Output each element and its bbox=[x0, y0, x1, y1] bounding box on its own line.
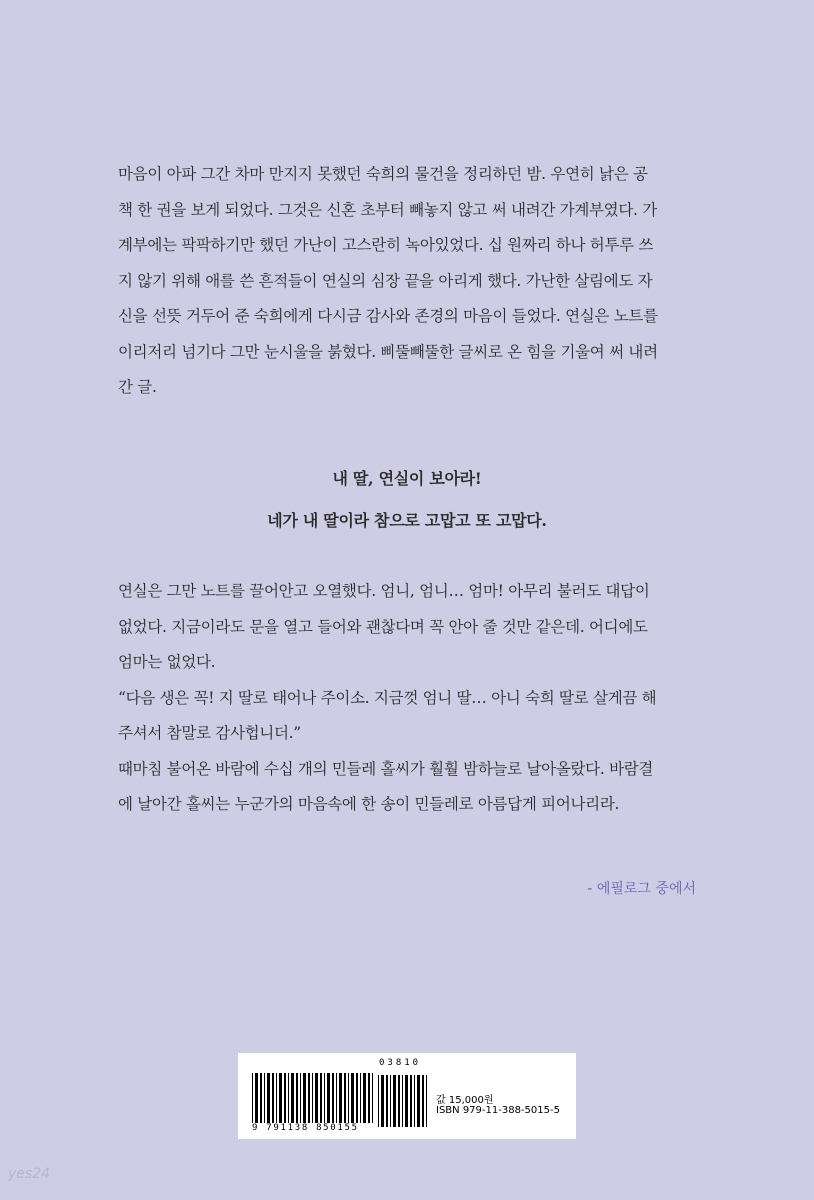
barcode-bar bbox=[272, 1073, 274, 1123]
barcode-bar bbox=[363, 1073, 366, 1123]
letter-quote-line-1: 내 딸, 연실이 보아라! bbox=[332, 469, 482, 488]
body-paragraph-2 bbox=[118, 574, 700, 823]
barcode-bar bbox=[414, 1075, 415, 1127]
price-label: 값 15,000원 bbox=[436, 1095, 494, 1106]
text-line: 주셔서 참말로 감사헙니더.” bbox=[118, 724, 301, 742]
isbn-label: ISBN 979-11-388-5015-5 bbox=[436, 1105, 560, 1116]
barcode-bar bbox=[348, 1073, 349, 1123]
barcode-bar bbox=[260, 1073, 262, 1123]
barcode-bar bbox=[315, 1073, 318, 1123]
barcode-bar bbox=[426, 1075, 427, 1127]
text-line: 계부에는 팍팍하기만 했던 가난이 고스란히 녹아있었다. 십 원짜리 하나 허투루 쓰 bbox=[118, 236, 654, 254]
text-line: 없었다. 지금이라도 문을 열고 들어와 괜찮다며 꼭 안아 줄 것만 같은데. 어디에도 bbox=[118, 617, 648, 636]
barcode-panel bbox=[238, 1053, 576, 1139]
text-line: 에 날아간 홀씨는 누군가의 마음속에 한 송이 민들레로 아름답게 피어나리라. bbox=[118, 795, 620, 813]
barcode-bar bbox=[344, 1073, 346, 1123]
barcode-bar bbox=[372, 1073, 373, 1123]
barcode-bar bbox=[378, 1075, 379, 1127]
barcode-bar bbox=[303, 1073, 306, 1123]
barcode-bar bbox=[381, 1075, 384, 1127]
text-line: 연실은 그만 노트를 끌어안고 오열했다. 엄니, 엄니… 엄마! 아무리 불러도 대답이 bbox=[118, 582, 650, 600]
addon-barcode bbox=[378, 1075, 430, 1127]
text-line: 마음이 아파 그간 차마 만지지 못했던 숙희의 물건을 정리하던 밤. 우연히 낡은 공 bbox=[118, 165, 648, 183]
barcode-bar bbox=[422, 1075, 424, 1127]
text-line: 엄마는 없었다. bbox=[118, 653, 216, 671]
addon-digits: 03810 bbox=[379, 1058, 422, 1068]
barcode-bar bbox=[279, 1073, 282, 1123]
barcode-bar bbox=[351, 1073, 354, 1123]
barcode-bar bbox=[267, 1073, 270, 1123]
barcode-bar bbox=[291, 1073, 294, 1123]
barcode-bar bbox=[386, 1075, 388, 1127]
barcode-bar bbox=[312, 1073, 313, 1123]
source-attribution: - 에필로그 중에서 bbox=[587, 881, 696, 897]
barcode-bar bbox=[327, 1073, 330, 1123]
barcode-bar bbox=[324, 1073, 325, 1123]
barcode-bar bbox=[410, 1075, 412, 1127]
text-line: 간 글. bbox=[118, 378, 157, 396]
barcode-bar bbox=[255, 1073, 258, 1123]
barcode-bar bbox=[417, 1075, 420, 1127]
barcode-bar bbox=[336, 1073, 337, 1123]
text-line: 이리저리 넘기다 그만 눈시울을 붉혔다. 삐뚤빼뚤한 글씨로 온 힘을 기울여 써 내려 bbox=[118, 342, 658, 361]
letter-quote-line-2: 네가 내 딸이라 참으로 고맙고 또 고맙다. bbox=[267, 511, 547, 530]
barcode-bar bbox=[320, 1073, 322, 1123]
barcode-bar bbox=[308, 1073, 310, 1123]
text-line: 신을 선뜻 거두어 준 숙희에게 다시금 감사와 존경의 마음이 들었다. 연실은 노트를 bbox=[118, 307, 658, 325]
barcode-bar bbox=[332, 1073, 334, 1123]
barcode-bar bbox=[264, 1073, 265, 1123]
barcode-bar bbox=[390, 1075, 391, 1127]
barcode-bar bbox=[402, 1075, 403, 1127]
barcode-bar bbox=[300, 1073, 301, 1123]
barcode-bar bbox=[360, 1073, 361, 1123]
barcode-bar bbox=[393, 1075, 396, 1127]
text-line: 때마침 불어온 바람에 수십 개의 민들레 홀씨가 훨훨 밤하늘로 날아올랐다. 바람결 bbox=[118, 759, 654, 778]
barcode-bar bbox=[284, 1073, 286, 1123]
text-line: “다음 생은 꼭! 지 딸로 태어나 주이소. 지금껏 엄니 딸… 아니 숙희 딸로 살게끔 해 bbox=[118, 688, 657, 707]
barcode-bar bbox=[368, 1073, 370, 1123]
isbn-barcode bbox=[252, 1073, 376, 1123]
barcode-bar bbox=[339, 1073, 342, 1123]
barcode-bar bbox=[398, 1075, 400, 1127]
barcode-bar bbox=[288, 1073, 289, 1123]
body-paragraph-1 bbox=[118, 157, 700, 406]
text-line: 지 않기 위해 애를 쓴 흔적들이 연실의 심장 끝을 아리게 했다. 가난한 살림에도 자 bbox=[118, 271, 653, 290]
barcode-bar bbox=[405, 1075, 408, 1127]
barcode-bar bbox=[296, 1073, 298, 1123]
barcode-bar bbox=[276, 1073, 277, 1123]
barcode-bar bbox=[252, 1073, 253, 1123]
barcode-bar bbox=[356, 1073, 358, 1123]
watermark-logo: yes24 bbox=[8, 1166, 51, 1182]
barcode-digits: 9 791138 850155 bbox=[252, 1123, 359, 1133]
text-line: 책 한 권을 보게 되었다. 그것은 신혼 초부터 빼놓지 않고 써 내려간 가계부였다. 가 bbox=[118, 200, 657, 219]
